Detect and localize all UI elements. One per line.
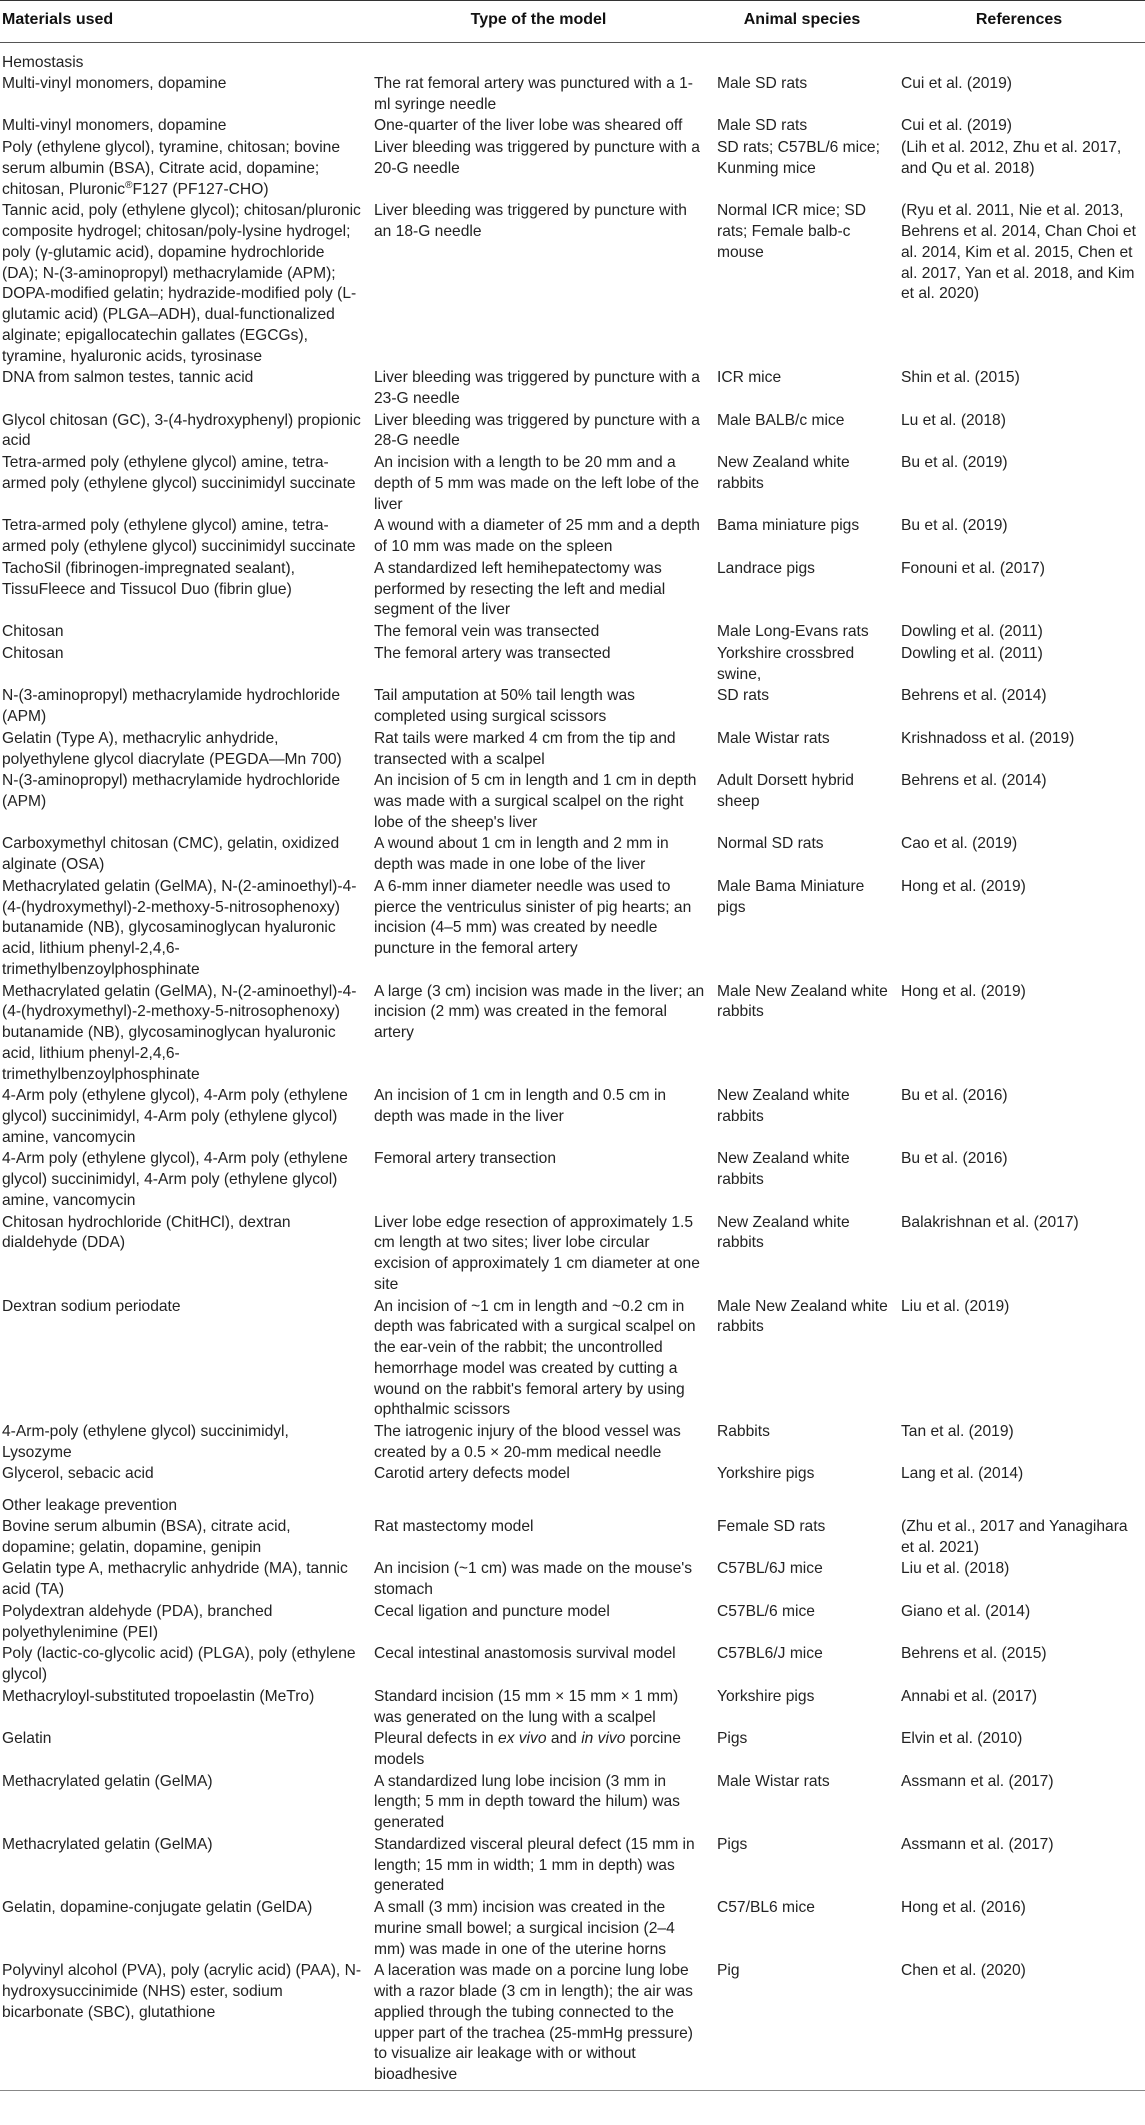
cell-model-type: Cecal ligation and puncture model bbox=[374, 1602, 610, 1620]
cell-model-type: An incision of ~1 cm in length and ~0.2 cm in depth was fabricated with a surgical scalpel on the ear-vein of the rabbit; the uncontrolled hemorrhage model was created by cutting a wound on the rabbit's femoral artery by using ophthalmic scissors bbox=[374, 1297, 696, 1419]
table-row bbox=[0, 1149, 1145, 1212]
cell-reference: Bu et al. (2019) bbox=[901, 454, 1008, 472]
cell-reference: Behrens et al. (2014) bbox=[901, 687, 1047, 705]
table-row bbox=[0, 138, 1145, 201]
cell-animal-species: Male New Zealand white rabbits bbox=[717, 982, 888, 1021]
table-row bbox=[0, 1687, 1145, 1729]
table-row bbox=[0, 1835, 1145, 1898]
cell-reference: Hong et al. (2019) bbox=[901, 877, 1026, 895]
cell-animal-species: Male SD rats bbox=[717, 117, 808, 135]
cell-materials: Methacryloyl-substituted tropoelastin (MeTro) bbox=[2, 1687, 315, 1705]
cell-model-type: An incision of 1 cm in length and 0.5 cm in depth was made in the liver bbox=[374, 1087, 667, 1125]
section-row bbox=[0, 1486, 1145, 1517]
cell-animal-species: Normal SD rats bbox=[717, 835, 824, 853]
cell-model-type: Liver lobe edge resection of approximately 1.5 cm length at two sites; liver lobe circular excision of approximately 1 cm diameter at one site bbox=[374, 1213, 700, 1293]
cell-materials: Multi-vinyl monomers, dopamine bbox=[2, 117, 227, 135]
cell-animal-species: Yorkshire crossbred swine, bbox=[717, 644, 855, 683]
cell-model-type: A laceration was made on a porcine lung lobe with a razor blade (3 cm in length); the air was applied through the tubing connected to the upper part of the trachea (25-mmHg pressure) to visualize air leakage with or without bioadhesive bbox=[374, 1962, 693, 2084]
cell-reference: Fonouni et al. (2017) bbox=[901, 559, 1045, 577]
cell-reference: Cui et al. (2019) bbox=[901, 117, 1012, 135]
cell-materials: Gelatin, dopamine-conjugate gelatin (GelDA) bbox=[2, 1899, 313, 1917]
table-row bbox=[0, 1297, 1145, 1422]
cell-reference: Bu et al. (2019) bbox=[901, 517, 1008, 535]
cell-reference: Hong et al. (2019) bbox=[901, 982, 1026, 1000]
cell-materials: Chitosan hydrochloride (ChitHCl), dextran dialdehyde (DDA) bbox=[2, 1213, 291, 1252]
cell-animal-species: Male Wistar rats bbox=[717, 1772, 830, 1790]
cell-reference: Behrens et al. (2015) bbox=[901, 1645, 1047, 1663]
cell-model-type: A standardized lung lobe incision (3 mm in length; 5 mm in depth toward the hilum) was generated bbox=[374, 1772, 680, 1832]
table-row bbox=[0, 368, 1145, 410]
cell-reference: Assmann et al. (2017) bbox=[901, 1772, 1054, 1790]
table-row bbox=[0, 1961, 1145, 2086]
cell-model-type: Liver bleeding was triggered by puncture with a 20-G needle bbox=[374, 139, 700, 177]
table-row bbox=[0, 622, 1145, 644]
table-row bbox=[0, 411, 1145, 453]
cell-animal-species: Male New Zealand white rabbits bbox=[717, 1297, 888, 1336]
cell-materials: 4-Arm poly (ethylene glycol), 4-Arm poly (ethylene glycol) succinimidyl, 4-Arm poly (ethylene glycol) amine, vancomycin bbox=[2, 1087, 348, 1146]
cell-materials: Tetra-armed poly (ethylene glycol) amine, tetra-armed poly (ethylene glycol) succinimidyl succinate bbox=[2, 517, 356, 556]
cell-animal-species: SD rats bbox=[717, 687, 769, 705]
table-row bbox=[0, 74, 1145, 116]
cell-animal-species: Pigs bbox=[717, 1730, 748, 1748]
cell-model-type: Tail amputation at 50% tail length was completed using surgical scissors bbox=[374, 687, 635, 726]
cell-materials: Methacrylated gelatin (GelMA), N-(2-aminoethyl)-4-(4-(hydroxymethyl)-2-methoxy-5-nitrosophenoxy) butanamide (NB), glycosaminoglycan hyaluronic acid, lithium phenyl-2,4,6-trimethylbenzoylphosphinate bbox=[2, 877, 357, 978]
cell-model-type: A small (3 mm) incision was created in the murine small bowel; a surgical incision (2–4 mm) was made in one of the uterine horns bbox=[374, 1899, 675, 1958]
cell-model-type: Rat tails were marked 4 cm from the tip and transected with a scalpel bbox=[374, 729, 676, 768]
section-title: Other leakage prevention bbox=[2, 1497, 178, 1515]
header-materials: Materials used bbox=[0, 1, 368, 43]
cell-materials: TachoSil (fibrinogen-impregnated sealant), TissuFleece and Tissucol Duo (fibrin glue) bbox=[2, 559, 295, 598]
cell-reference: Shin et al. (2015) bbox=[901, 369, 1020, 387]
cell-model-type: Standardized visceral pleural defect (15 mm in length; 15 mm in width; 1 mm in depth) was generated bbox=[374, 1835, 695, 1895]
table-row bbox=[0, 559, 1145, 622]
table-body bbox=[0, 43, 1145, 2091]
cell-reference: Dowling et al. (2011) bbox=[901, 623, 1043, 641]
table-row bbox=[0, 1422, 1145, 1464]
cell-animal-species: C57BL/6 mice bbox=[717, 1602, 815, 1620]
cell-reference: Assmann et al. (2017) bbox=[901, 1835, 1054, 1853]
cell-model-type: A standardized left hemihepatectomy was performed by resecting the left and medial segment of the liver bbox=[374, 559, 666, 619]
cell-reference: Liu et al. (2019) bbox=[901, 1297, 1010, 1315]
cell-materials: DNA from salmon testes, tannic acid bbox=[2, 369, 254, 387]
cell-model-type: A 6-mm inner diameter needle was used to pierce the ventriculus sinister of pig hearts; an incision (4–5 mm) was created by needle puncture in the femoral artery bbox=[374, 877, 692, 958]
table-row bbox=[0, 1559, 1145, 1601]
cell-model-type: The rat femoral artery was punctured with a 1-ml syringe needle bbox=[374, 75, 693, 113]
table-row bbox=[0, 1517, 1145, 1559]
cell-reference: (Lih et al. 2012, Zhu et al. 2017, and Qu et al. 2018) bbox=[901, 139, 1122, 177]
cell-model-type: Standard incision (15 mm × 15 mm × 1 mm) was generated on the lung with a scalpel bbox=[374, 1687, 679, 1726]
cell-reference: Elvin et al. (2010) bbox=[901, 1730, 1023, 1748]
cell-materials: Carboxymethyl chitosan (CMC), gelatin, oxidized alginate (OSA) bbox=[2, 835, 340, 874]
cell-animal-species: Landrace pigs bbox=[717, 559, 815, 577]
cell-materials: N-(3-aminopropyl) methacrylamide hydrochloride (APM) bbox=[2, 687, 340, 726]
cell-reference: Lu et al. (2018) bbox=[901, 411, 1006, 429]
cell-animal-species: Yorkshire pigs bbox=[717, 1687, 815, 1705]
cell-materials: Methacrylated gelatin (GelMA), N-(2-aminoethyl)-4-(4-(hydroxymethyl)-2-methoxy-5-nitrosophenoxy) butanamide (NB), glycosaminoglycan hyaluronic acid, lithium phenyl-2,4,6-trimethylbenzoylphosphinate bbox=[2, 982, 357, 1083]
table-row bbox=[0, 1644, 1145, 1686]
cell-animal-species: Male SD rats bbox=[717, 75, 808, 92]
table-row bbox=[0, 116, 1145, 138]
section-title: Hemostasis bbox=[2, 54, 84, 72]
cell-model-type: Pleural defects in ex vivo and in vivo porcine models bbox=[374, 1730, 681, 1769]
table-row bbox=[0, 1898, 1145, 1961]
cell-animal-species: Male Wistar rats bbox=[717, 729, 830, 747]
cell-animal-species: C57BL/6J mice bbox=[717, 1560, 823, 1578]
cell-reference: Lang et al. (2014) bbox=[901, 1465, 1024, 1483]
cell-model-type: A large (3 cm) incision was made in the liver; an incision (2 mm) was created in the femoral artery bbox=[374, 982, 705, 1042]
cell-animal-species: Bama miniature pigs bbox=[717, 517, 860, 535]
header-references: References bbox=[895, 1, 1145, 43]
cell-materials: N-(3-aminopropyl) methacrylamide hydrochloride (APM) bbox=[2, 772, 340, 810]
cell-animal-species: SD rats; C57BL/6 mice; Kunming mice bbox=[717, 139, 880, 177]
table-row bbox=[0, 1602, 1145, 1644]
section-row bbox=[0, 43, 1145, 74]
cell-animal-species: Yorkshire pigs bbox=[717, 1465, 815, 1483]
cell-reference: Tan et al. (2019) bbox=[901, 1423, 1014, 1440]
cell-reference: Balakrishnan et al. (2017) bbox=[901, 1213, 1079, 1231]
cell-animal-species: New Zealand white rabbits bbox=[717, 1087, 850, 1125]
cell-materials: Poly (lactic-co-glycolic acid) (PLGA), poly (ethylene glycol) bbox=[2, 1645, 356, 1684]
cell-materials: Gelatin bbox=[2, 1730, 52, 1748]
cell-animal-species: Normal ICR mice; SD rats; Female balb-c mouse bbox=[717, 202, 867, 261]
cell-materials: 4-Arm poly (ethylene glycol), 4-Arm poly (ethylene glycol) succinimidyl, 4-Arm poly (ethylene glycol) amine, vancomycin bbox=[2, 1150, 348, 1209]
cell-animal-species: Pig bbox=[717, 1962, 740, 1980]
cell-model-type: Carotid artery defects model bbox=[374, 1465, 570, 1483]
cell-animal-species: C57/BL6 mice bbox=[717, 1899, 815, 1917]
cell-materials: 4-Arm-poly (ethylene glycol) succinimidyl, Lysozyme bbox=[2, 1423, 289, 1461]
cell-model-type: Liver bleeding was triggered by puncture with a 23-G needle bbox=[374, 369, 700, 408]
cell-animal-species: Adult Dorsett hybrid sheep bbox=[717, 772, 854, 810]
cell-materials: Tannic acid, poly (ethylene glycol); chitosan/pluronic composite hydrogel; chitosan/poly-lysine hydrogel; poly (γ-glutamic acid), dopamine hydrochloride (DA); N-(3-aminopropyl) methacrylamide (APM); DOPA-modified gelatin; hydrazide-modified poly (L-glutamic acid) (PLGA–ADH), dual-functionalized alginate; epigallocatechin gallates (EGCGs), tyramine, hyaluronic acids, tyrosinase bbox=[2, 202, 361, 365]
cell-materials: Poly (ethylene glycol), tyramine, chitosan; bovine serum albumin (BSA), Citrate acid, dopamine; chitosan, Pluronic®F127 (PF127-CHO) bbox=[2, 139, 341, 198]
cell-model-type: A wound about 1 cm in length and 2 mm in depth was made in one lobe of the liver bbox=[374, 835, 669, 874]
cell-animal-species: C57BL6/J mice bbox=[717, 1645, 823, 1663]
table-row bbox=[0, 771, 1145, 834]
cell-model-type: An incision of 5 cm in length and 1 cm in depth was made with a surgical scalpel on the right lobe of the sheep's liver bbox=[374, 772, 697, 831]
cell-animal-species: New Zealand white rabbits bbox=[717, 454, 850, 492]
cell-materials: Gelatin (Type A), methacrylic anhydride, polyethylene glycol diacrylate (PEGDA—Mn 700) bbox=[2, 729, 342, 768]
cell-materials: Gelatin type A, methacrylic anhydride (MA), tannic acid (TA) bbox=[2, 1560, 348, 1599]
table-row bbox=[0, 1086, 1145, 1149]
cell-model-type: An incision (~1 cm) was made on the mouse's stomach bbox=[374, 1560, 693, 1599]
cell-reference: Cao et al. (2019) bbox=[901, 835, 1018, 853]
cell-reference: Bu et al. (2016) bbox=[901, 1150, 1008, 1168]
table-row bbox=[0, 516, 1145, 558]
cell-model-type: Rat mastectomy model bbox=[374, 1517, 534, 1535]
cell-materials: Dextran sodium periodate bbox=[2, 1297, 181, 1315]
cell-materials: Polydextran aldehyde (PDA), branched polyethylenimine (PEI) bbox=[2, 1602, 273, 1641]
table-row bbox=[0, 1213, 1145, 1297]
cell-model-type: An incision with a length to be 20 mm and a depth of 5 mm was made on the left lobe of the liver bbox=[374, 454, 700, 513]
cell-model-type: A wound with a diameter of 25 mm and a depth of 10 mm was made on the spleen bbox=[374, 517, 700, 556]
cell-model-type: One-quarter of the liver lobe was sheared off bbox=[374, 117, 683, 135]
cell-reference: Annabi et al. (2017) bbox=[901, 1687, 1038, 1705]
bottom-rule bbox=[0, 2087, 1145, 2091]
cell-reference: Krishnadoss et al. (2019) bbox=[901, 729, 1075, 747]
cell-animal-species: ICR mice bbox=[717, 369, 782, 387]
cell-reference: Chen et al. (2020) bbox=[901, 1962, 1026, 1980]
cell-materials: Methacrylated gelatin (GelMA) bbox=[2, 1835, 213, 1853]
header-animal-species: Animal species bbox=[711, 1, 895, 43]
cell-animal-species: Male BALB/c mice bbox=[717, 411, 845, 429]
cell-materials: Glycerol, sebacic acid bbox=[2, 1465, 154, 1483]
cell-materials: Multi-vinyl monomers, dopamine bbox=[2, 75, 227, 92]
table-row bbox=[0, 1729, 1145, 1771]
cell-animal-species: Male Bama Miniature pigs bbox=[717, 877, 865, 916]
cell-reference: Giano et al. (2014) bbox=[901, 1602, 1031, 1620]
table-row bbox=[0, 834, 1145, 876]
table-row bbox=[0, 1772, 1145, 1835]
cell-model-type: The iatrogenic injury of the blood vessel was created by a 0.5 × 20-mm medical needle bbox=[374, 1423, 681, 1461]
cell-model-type: Liver bleeding was triggered by puncture with a 28-G needle bbox=[374, 411, 700, 450]
cell-reference: Bu et al. (2016) bbox=[901, 1087, 1008, 1105]
table-row bbox=[0, 1464, 1145, 1486]
header-row bbox=[0, 1, 1145, 43]
cell-materials: Glycol chitosan (GC), 3-(4-hydroxyphenyl) propionic acid bbox=[2, 411, 361, 450]
header-model-type: Type of the model bbox=[368, 1, 711, 43]
cell-model-type: The femoral artery was transected bbox=[374, 644, 611, 662]
table-row bbox=[0, 729, 1145, 771]
cell-animal-species: Pigs bbox=[717, 1835, 748, 1853]
cell-reference: Hong et al. (2016) bbox=[901, 1899, 1026, 1917]
cell-materials: Chitosan bbox=[2, 644, 64, 662]
cell-materials: Bovine serum albumin (BSA), citrate acid, dopamine; gelatin, dopamine, genipin bbox=[2, 1517, 291, 1556]
cell-model-type: Cecal intestinal anastomosis survival model bbox=[374, 1645, 676, 1663]
cell-reference: Behrens et al. (2014) bbox=[901, 772, 1047, 790]
cell-animal-species: New Zealand white rabbits bbox=[717, 1150, 850, 1189]
cell-model-type: The femoral vein was transected bbox=[374, 623, 600, 641]
cell-animal-species: New Zealand white rabbits bbox=[717, 1213, 850, 1252]
table-row bbox=[0, 644, 1145, 686]
table-row bbox=[0, 877, 1145, 982]
cell-reference: (Ryu et al. 2011, Nie et al. 2013, Behrens et al. 2014, Chan Choi et al. 2014, Kim et al. 2015, Chen et al. 2017, Yan et al. 2018, and Kim et al. 2020) bbox=[901, 202, 1136, 303]
cell-animal-species: Rabbits bbox=[717, 1423, 770, 1440]
cell-materials: Polyvinyl alcohol (PVA), poly (acrylic acid) (PAA), N-hydroxysuccinimide (NHS) ester, sodium bicarbonate (SBC), glutathione bbox=[2, 1962, 362, 2021]
cell-materials: Methacrylated gelatin (GelMA) bbox=[2, 1772, 213, 1790]
cell-reference: Dowling et al. (2011) bbox=[901, 644, 1043, 662]
table-row bbox=[0, 453, 1145, 516]
cell-model-type: Femoral artery transection bbox=[374, 1150, 556, 1168]
cell-reference: Liu et al. (2018) bbox=[901, 1560, 1010, 1578]
table-row bbox=[0, 982, 1145, 1087]
cell-reference: (Zhu et al., 2017 and Yanagihara et al. 2021) bbox=[901, 1517, 1128, 1556]
cell-animal-species: Male Long-Evans rats bbox=[717, 623, 869, 641]
cell-model-type: Liver bleeding was triggered by puncture with an 18-G needle bbox=[374, 202, 687, 241]
cell-materials: Tetra-armed poly (ethylene glycol) amine, tetra-armed poly (ethylene glycol) succinimidyl succinate bbox=[2, 454, 356, 492]
cell-reference: Cui et al. (2019) bbox=[901, 75, 1012, 92]
cell-materials: Chitosan bbox=[2, 623, 64, 641]
table-row bbox=[0, 201, 1145, 368]
table-row bbox=[0, 686, 1145, 728]
cell-animal-species: Female SD rats bbox=[717, 1517, 826, 1535]
